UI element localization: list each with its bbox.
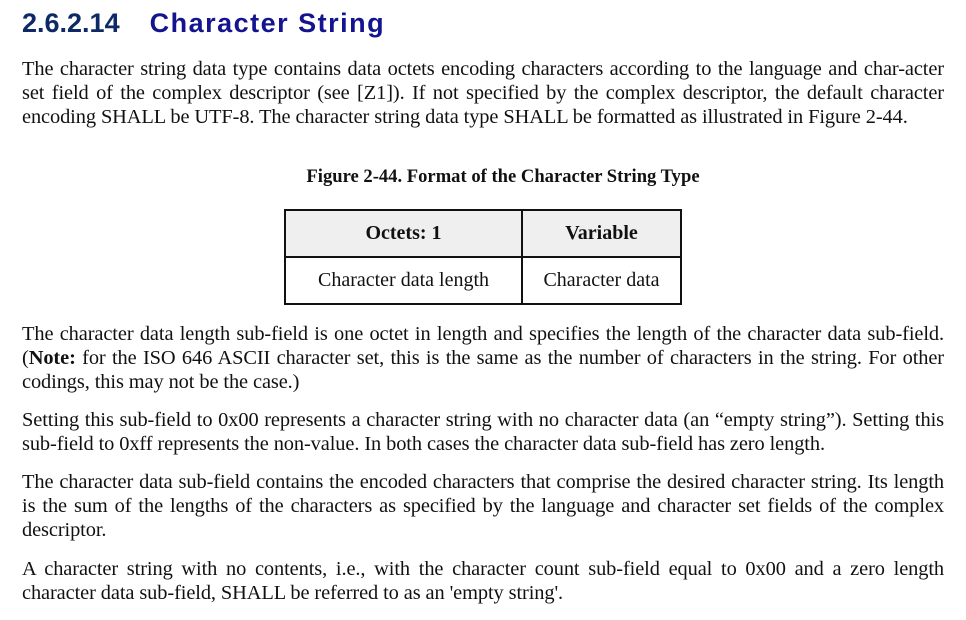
p2-text-before: The character data length sub-field is one octet in length and specifies the length of the character data sub-field. ( [22, 323, 944, 369]
p2-text-after: for the ISO 646 ASCII character set, this is the same as the number of characters in the string. For other codings, this may not be the case.) [22, 347, 944, 393]
paragraph-empty-and-nonvalue: Setting this sub-field to 0x00 represents a character string with no character data (an “empty string”). Setting this sub-field to 0xff represents the non-value. In both cases the character data sub-field has zero length. [22, 409, 944, 455]
cell-character-data: Character data [522, 257, 681, 304]
header-variable: Variable [522, 210, 681, 257]
section-heading [22, 8, 385, 39]
paragraph-empty-string-definition: A character string with no contents, i.e., with the character count sub-field equal to 0x00 and a zero length character data sub-field, SHALL be referred to as an 'empty string'. [22, 558, 944, 604]
format-table [284, 209, 682, 305]
section-title: Character String [149, 8, 386, 38]
table-header-row [285, 210, 681, 257]
paragraph-intro: The character string data type contains data octets encoding characters according to the language and char-acter set field of the complex descriptor (see [Z1]). If not specified by the complex descriptor, the default character encoding SHALL be UTF-8. The character string data type SHALL be formatted as illustrated in Figure 2-44. [22, 58, 944, 128]
paragraph-length-subfield [22, 322, 944, 394]
table-row [285, 257, 681, 304]
note-label: Note: [28, 347, 76, 369]
cell-character-data-length: Character data length [285, 257, 522, 304]
section-number: 2.6.2.14 [22, 8, 120, 38]
paragraph-data-subfield: The character data sub-field contains the encoded characters that comprise the desired character string. Its length is the sum of the lengths of the characters as specified by the language and character set fields of the complex descriptor. [22, 471, 944, 541]
figure-caption: Figure 2-44. Format of the Character String Type [306, 166, 700, 187]
header-octets: Octets: 1 [285, 210, 522, 257]
